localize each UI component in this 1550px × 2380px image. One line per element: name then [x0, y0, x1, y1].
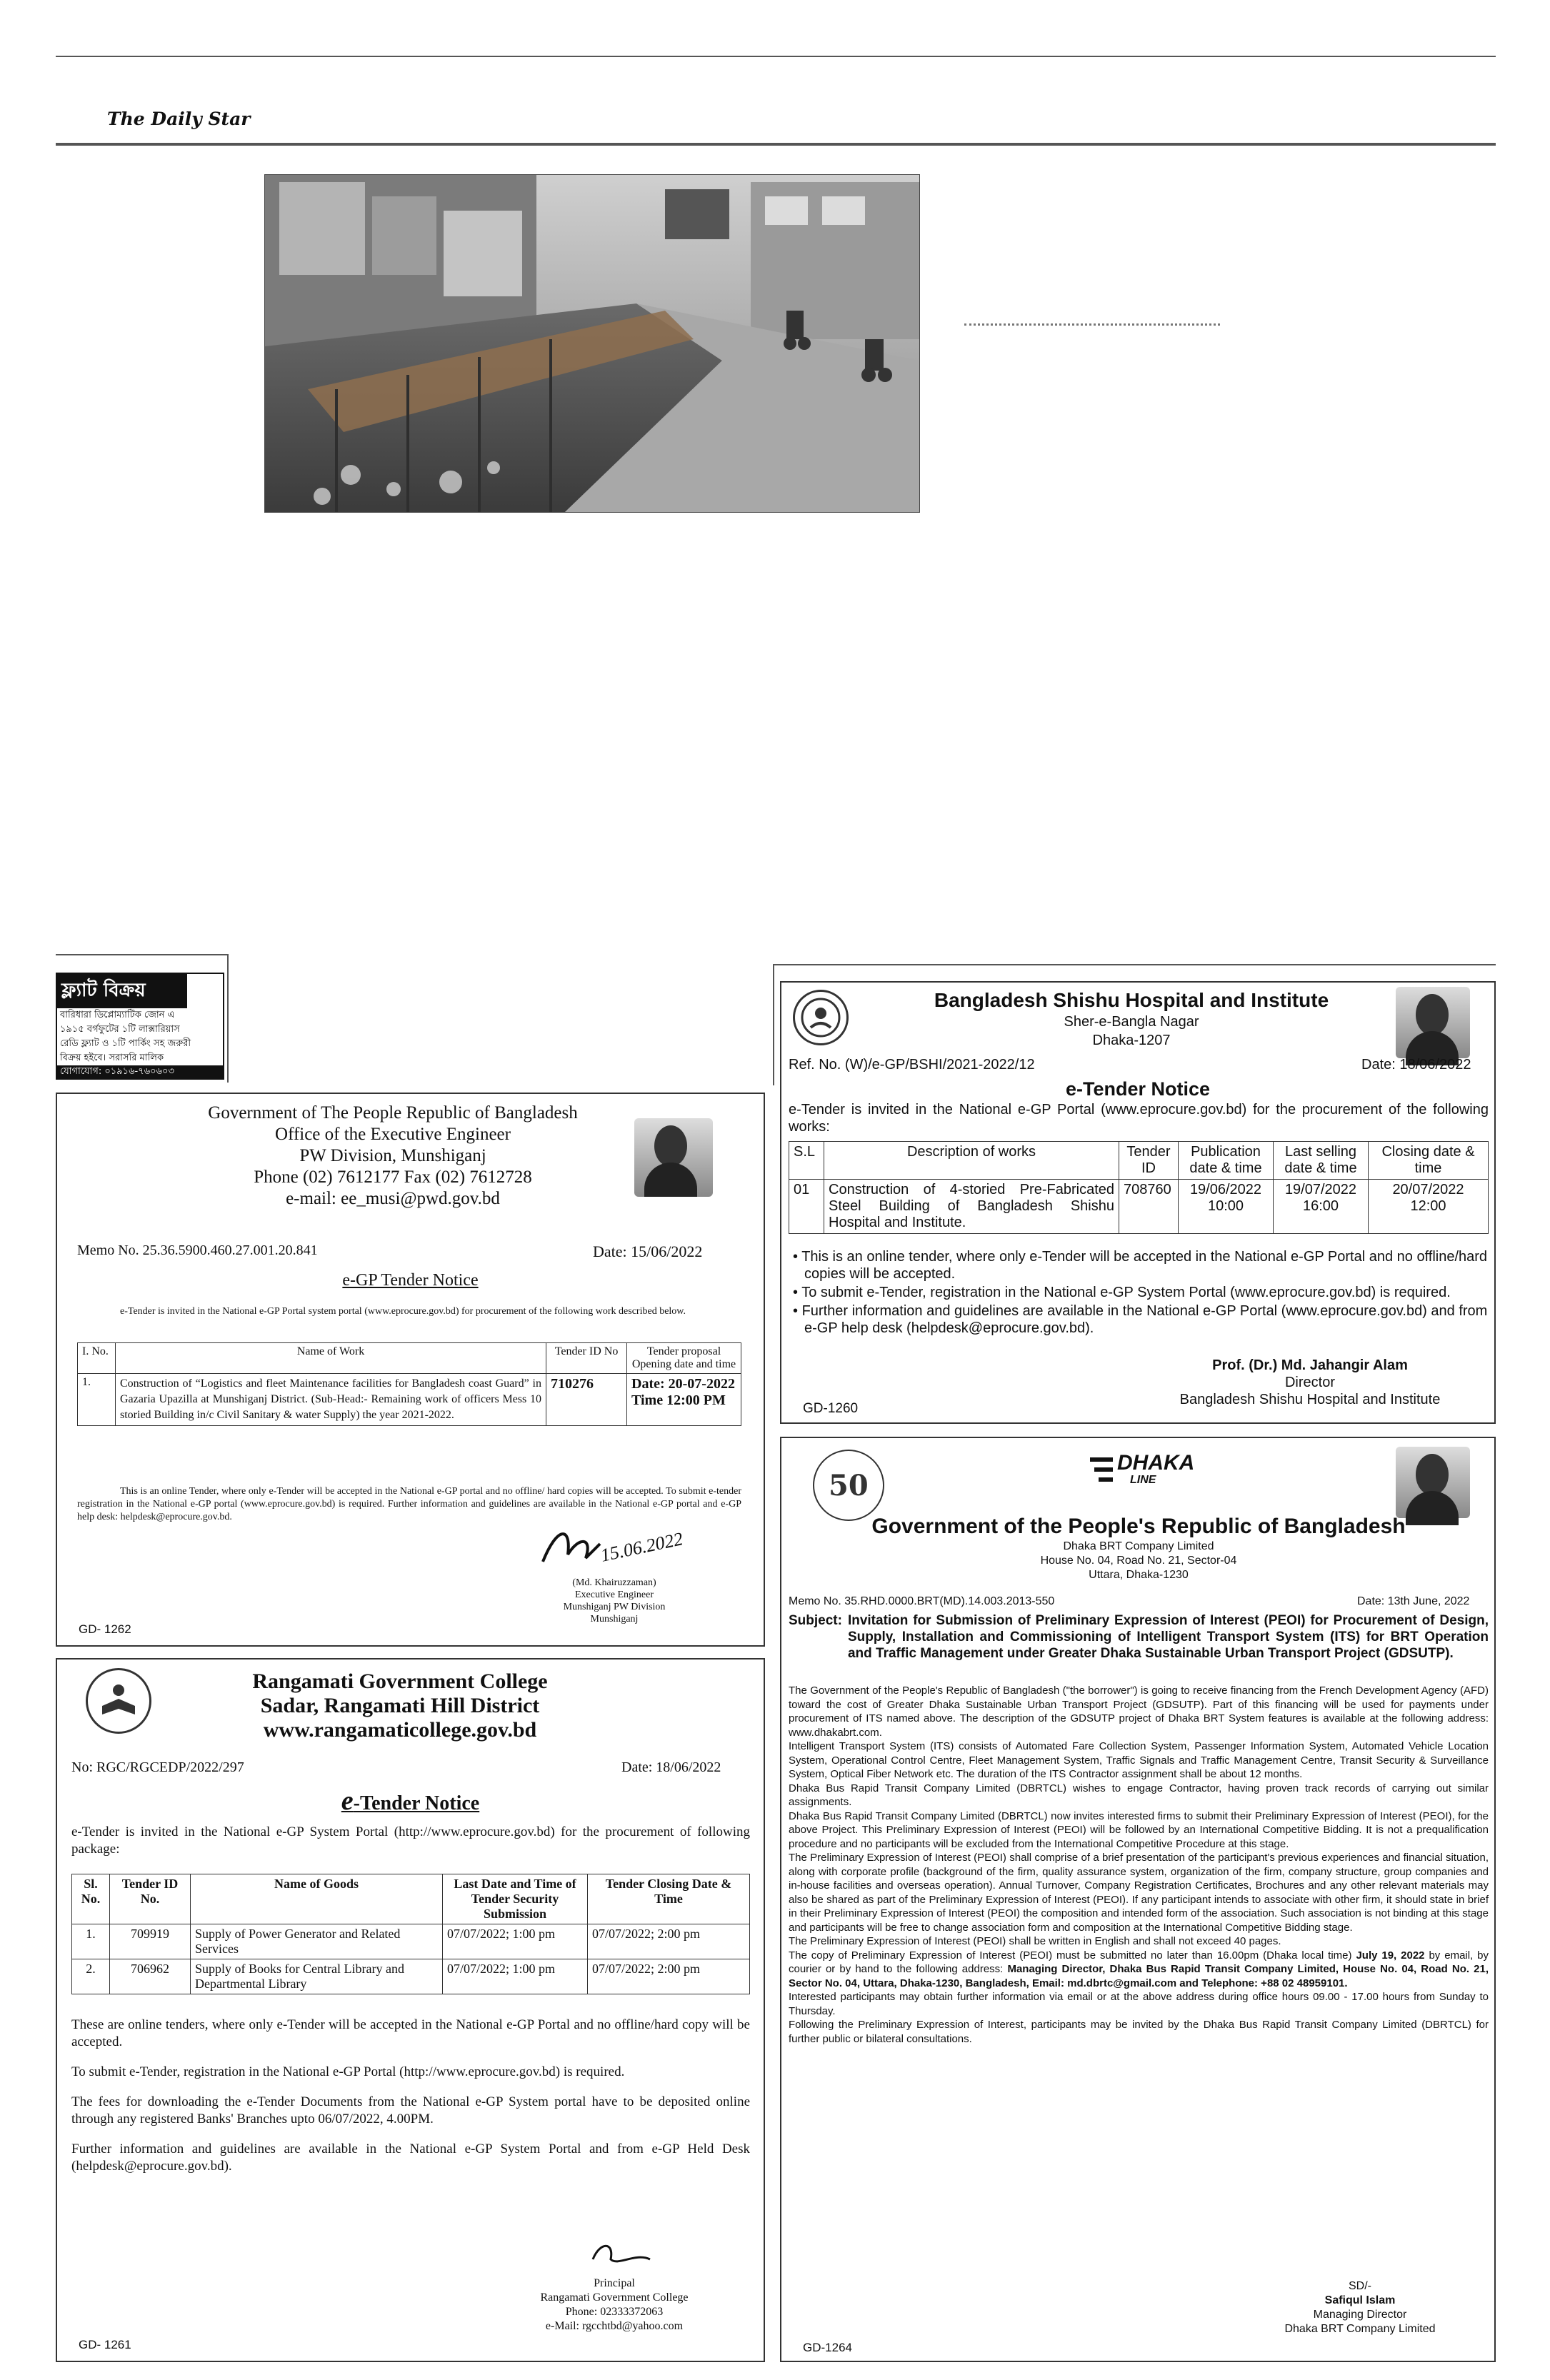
rgc-title-e: e	[341, 1786, 354, 1816]
row-tender-id: 709919	[110, 1924, 191, 1959]
bshi-address: Sher-e-Bangla Nagar	[1064, 1014, 1199, 1030]
sign-line: Safiqul Islam	[1324, 2294, 1396, 2306]
sign-line: Munshiganj	[590, 1614, 639, 1625]
sign-line: Dhaka BRT Company Limited	[1284, 2323, 1436, 2335]
brt-submission	[789, 1949, 1489, 1991]
dhaka-line-sub: LINE	[1130, 1474, 1156, 1486]
row-tender-id: 710276	[546, 1374, 627, 1426]
gd-number: GD- 1262	[79, 1622, 131, 1636]
divider-left-v	[227, 954, 229, 1083]
brt-paragraph: Following the Preliminary Expression of Interest, participants may be invited by the Dhaka Bus Rapid Transit Company Limited (DBRTCL) for further public or bilateral consultations.	[789, 2019, 1489, 2045]
row-last-date: 07/07/2022; 1:00 pm	[443, 1924, 588, 1959]
pwd-header-line: Government of The People Republic of Bangladesh	[208, 1103, 578, 1123]
signature-date: 15.06.2022	[599, 1528, 685, 1566]
flat-ad-line: রেডি ফ্ল্যাট ও ১টি পার্কিং সহ জরুরী	[60, 1038, 191, 1049]
bshi-tender-table	[789, 1141, 1489, 1234]
divider-right	[773, 964, 1496, 965]
signature-scribble	[586, 2238, 657, 2274]
pwd-tender-table	[77, 1342, 741, 1426]
rgc-paragraph: The fees for downloading the e-Tender Documents from the National e-GP System portal have to be deposited online through any registered Banks' Branches upto 06/07/2022, 4.00PM.	[71, 2094, 750, 2127]
submission-address: Managing Director, Dhaka Bus Rapid Transit Company Limited, House No. 04, Road No. 21, Sector No. 04, Uttara, Dhaka-1230, Bangladesh, Email: md.dbrtc@gmail.com and Telephone: +88 02 48959101.	[789, 1963, 1489, 1989]
bshi-date: Date: 18/06/2022	[1361, 1057, 1471, 1073]
submission-text: The copy of Preliminary Expression of Interest (PEOI) must be submitted no later than 16.00pm (Dhaka local time)	[789, 1949, 1352, 1962]
col-header: Tender proposal Opening date and time	[627, 1343, 741, 1374]
brt-paragraph: Interested participants may obtain further information via email or at the above address during office hours 09.00 - 17.00 hours from Sunday to Thursday.	[789, 1991, 1489, 2017]
rgc-header-line: Sadar, Rangamati Hill District	[260, 1694, 540, 1717]
rgc-tender-table	[71, 1874, 750, 1994]
sign-line: Phone: 02333372063	[565, 2306, 664, 2318]
subject-text: Invitation for Submission of Preliminary Expression of Interest (PEOI) for Procurement of Design, Supply, Installation and Commissioning of Intelligent Transport System (ITS) for BRT Operation and Traffic Management under Greater Dhaka Sustainable Urban Transport Project (GDSUTP).	[847, 1613, 1489, 1661]
portrait-emblem	[1396, 987, 1470, 1058]
pwd-date: Date: 15/06/2022	[593, 1242, 703, 1260]
news-photo	[264, 174, 920, 513]
rgc-paragraph: To submit e-Tender, registration in the National e-GP Portal (http://www.eprocure.gov.bd) is required.	[71, 2064, 625, 2079]
divider-left	[56, 954, 227, 955]
sign-line: Managing Director	[1313, 2309, 1407, 2321]
row-goods: Supply of Books for Central Library and Departmental Library	[191, 1959, 443, 1994]
submission-deadline: July 19, 2022	[1356, 1949, 1425, 1962]
sign-line: Rangamati Government College	[540, 2291, 689, 2304]
flat-ad-line: বিক্রয় হইবে। সরাসরি মালিক	[60, 1053, 164, 1063]
child-emblem-icon	[795, 992, 846, 1043]
row-no: 1.	[78, 1374, 116, 1426]
sign-line: Executive Engineer	[574, 1590, 654, 1600]
bullet-text: This is an online tender, where only e-Tender will be accepted in the National e-GP Portal and no offline/hard copies will be accepted.	[801, 1249, 1488, 1282]
col-header: Sl. No.	[72, 1874, 110, 1924]
bshi-ref: Ref. No. (W)/e-GP/BSHI/2021-2022/12	[789, 1057, 1035, 1073]
hospital-logo-icon	[793, 990, 849, 1045]
brt-subject	[789, 1612, 1489, 1662]
col-header: Closing date & time	[1369, 1142, 1489, 1180]
row-goods: Supply of Power Generator and Related Services	[191, 1924, 443, 1959]
rgc-header-line: Rangamati Government College	[252, 1669, 548, 1693]
college-logo-icon	[86, 1668, 151, 1734]
brt-gov-title: Government of the People's Republic of Bangladesh	[871, 1515, 1406, 1538]
brt-memo: Memo No. 35.RHD.0000.BRT(MD).14.003.2013-550	[789, 1595, 1055, 1607]
bshi-tender-notice	[780, 981, 1496, 1424]
brt-address: Dhaka BRT Company Limited	[1063, 1540, 1214, 1552]
col-header: I. No.	[78, 1343, 116, 1374]
brt-address: House No. 04, Road No. 21, Sector-04	[1040, 1555, 1237, 1567]
flat-ad-title: ফ্ল্যাট বিক্রয়	[57, 974, 187, 1008]
col-header: Description of works	[824, 1142, 1119, 1180]
row-closing-date: 07/07/2022; 2:00 pm	[588, 1924, 750, 1959]
sign-line: Munshiganj PW Division	[563, 1602, 666, 1612]
table-row	[78, 1374, 741, 1426]
flat-sale-ad	[56, 973, 224, 1080]
brt-date: Date: 13th June, 2022	[1357, 1595, 1470, 1607]
row-last-date: 07/07/2022; 1:00 pm	[443, 1959, 588, 1994]
canal-street-photo	[265, 175, 919, 512]
brt-address: Uttara, Dhaka-1230	[1089, 1569, 1189, 1581]
row-sl: 01	[789, 1180, 824, 1234]
table-row	[72, 1959, 750, 1994]
sign-line: Principal	[594, 2277, 635, 2289]
row-work: Construction of “Logistics and fleet Maintenance facilities for Bangladesh coast Guard” in Gazaria Upazilla at Munshiganj District. (Sub-Head:- Remaining work of officers Mess 10 storied Building in/c Civil Sanitary & water Supply) the year 2021-2022.	[116, 1374, 546, 1426]
subject-label: Subject:	[789, 1613, 842, 1628]
dotted-separator	[964, 323, 1220, 326]
bshi-name: Bangladesh Shishu Hospital and Institute	[934, 989, 1329, 1011]
bullet-text: Further information and guidelines are available in the National e-GP Portal (www.eprocure.gov.bd) and from e-GP help desk (helpdesk@eprocure.gov.bd).	[801, 1303, 1488, 1336]
col-header: Last Date and Time of Tender Security Submission	[443, 1874, 588, 1924]
pwd-memo: Memo No. 25.36.5900.460.27.001.20.841	[77, 1242, 318, 1258]
row-publication: 19/06/2022 10:00	[1179, 1180, 1274, 1234]
col-header: S.L	[789, 1142, 824, 1180]
row-closing-date: 07/07/2022; 2:00 pm	[588, 1959, 750, 1994]
row-closing: 20/07/2022 12:00	[1369, 1180, 1489, 1234]
svg-text:50: 50	[829, 1469, 869, 1502]
sign-line: Prof. (Dr.) Md. Jahangir Alam	[1212, 1357, 1408, 1373]
flat-ad-line: বারিধারা ডিপ্লোম্যাটিক জোন এ	[60, 1010, 175, 1020]
bshi-notice-title: e-Tender Notice	[1065, 1078, 1211, 1100]
gd-number: GD-1260	[803, 1401, 859, 1416]
row-sl: 1.	[72, 1924, 110, 1959]
dhaka-line-icon	[1087, 1452, 1116, 1488]
brt-paragraph: Dhaka Bus Rapid Transit Company Limited (DBRTCL) wishes to engage Contractor, having proven track records of carrying out similar assignments.	[789, 1782, 1489, 1808]
brt-paragraph: The Preliminary Expression of Interest (PEOI) shall comprise of a brief presentation of the participant's previous experiences and financial situation, along with corporate profile (background of the firm, quality assurance system, organization of the firm, company structure, group companies and in-house facilities and overseas operation). Annual Turnover, Company Registration Certificates, Brochures and any other relevant materials may also be shared as part of the Preliminary Expression of Interest (PEOI). If any participant intends to associate with other firm, it should state in brief in their Preliminary Expression of Interest (PEOI) the composition and intended form of the association. Such association is not binding at this stage and participants will be free to change association form and composition at the International Competitive Bidding stage.	[789, 1852, 1489, 1934]
col-header: Last selling date & time	[1274, 1142, 1369, 1180]
brt-peoi-notice	[780, 1437, 1496, 2362]
brt-paragraph: The Preliminary Expression of Interest (PEOI) shall be written in English and shall not exceed 40 pages.	[789, 1935, 1281, 1947]
col-header: Tender Closing Date & Time	[588, 1874, 750, 1924]
pwd-tender-notice	[56, 1093, 765, 1647]
pwd-header-line: Phone (02) 7612177 Fax (02) 7612728	[254, 1168, 532, 1187]
fifty-years-emblem-icon	[814, 1451, 883, 1520]
brt-paragraph: Dhaka Bus Rapid Transit Company Limited (DBRTCL) now invites interested firms to submit their Preliminary Expression of Interest (PEOI), for the above Project. This Preliminary Expression of Interest (PEOI) will be followed by an International Competitive Bidding. It is not a prequalification procedure and no participants will be excluded from the International Competitive Procedure at this stage.	[789, 1809, 1489, 1850]
dhaka-line-wordmark: DHAKA	[1117, 1451, 1195, 1475]
col-header: Tender ID	[1119, 1142, 1179, 1180]
sign-line: SD/-	[1349, 2280, 1371, 2292]
dhaka-line-logo	[1087, 1450, 1201, 1492]
rgc-intro: e-Tender is invited in the National e-GP System Portal (http://www.eprocure.gov.bd) for the procurement of following package:	[71, 1824, 750, 1857]
divider-mid	[773, 964, 774, 1085]
row-opening-time: Time 12:00 PM	[631, 1392, 726, 1408]
bullet-text: To submit e-Tender, registration in the National e-GP System Portal (www.eprocure.gov.bd) is required.	[801, 1285, 1451, 1300]
pwd-email: e-mail: ee_musi@pwd.gov.bd	[286, 1189, 500, 1208]
col-header: Name of Goods	[191, 1874, 443, 1924]
row-description: Construction of 4-storied Pre-Fabricated Steel Building of Bangladesh Shishu Hospital and Institute.	[824, 1180, 1119, 1234]
col-header: Tender ID No	[546, 1343, 627, 1374]
table-row	[72, 1924, 750, 1959]
rgc-website: www.rangamaticollege.gov.bd	[263, 1718, 537, 1742]
rgc-date: Date: 18/06/2022	[621, 1759, 721, 1775]
rgc-ref: No: RGC/RGCEDP/2022/297	[71, 1759, 244, 1775]
bshi-bullet: • Further information and guidelines are available in the National e-GP Portal (www.eprocure.gov.bd) and from e-GP help desk (helpdesk@eprocure.gov.bd).	[793, 1303, 1488, 1336]
col-header: Publication date & time	[1179, 1142, 1274, 1180]
pwd-notice-title: e-GP Tender Notice	[342, 1271, 479, 1290]
pwd-header-line: Office of the Executive Engineer	[275, 1125, 511, 1144]
sign-line: e-Mail: rgcchtbd@yahoo.com	[545, 2320, 684, 2332]
flat-ad-contact: যোগাযোগ: ০১৯১৬-৭৬০৬০৩	[57, 1065, 223, 1078]
row-opening-date: Date: 20-07-2022	[631, 1376, 735, 1392]
bshi-bullet: • This is an online tender, where only e-Tender will be accepted in the National e-GP Portal and no offline/hard copies will be accepted.	[793, 1249, 1488, 1282]
principal-signature	[586, 2238, 657, 2277]
masthead: The Daily Star	[107, 109, 251, 129]
sign-line: Director	[1284, 1375, 1335, 1390]
pwd-header-line: PW Division, Munshiganj	[299, 1146, 486, 1165]
bshi-bullet: • To submit e-Tender, registration in the National e-GP System Portal (www.eprocure.gov.bd) is required.	[793, 1285, 1451, 1300]
book-emblem-icon	[88, 1670, 149, 1732]
row-last-selling: 19/07/2022 16:00	[1274, 1180, 1369, 1234]
rgc-paragraph: These are online tenders, where only e-Tender will be accepted in the National e-GP Portal and no offline/hard copy will be accepted.	[71, 2017, 750, 2049]
sign-line: Bangladesh Shishu Hospital and Institute	[1179, 1392, 1441, 1407]
masthead-rule	[56, 143, 1496, 146]
gd-number: GD- 1261	[79, 2338, 131, 2351]
row-sl: 2.	[72, 1959, 110, 1994]
portrait-emblem	[1396, 1447, 1470, 1518]
row-tender-id: 708760	[1119, 1180, 1179, 1234]
table-row	[789, 1180, 1489, 1234]
anniversary-logo-icon	[813, 1450, 884, 1521]
pwd-intro: e-Tender is invited in the National e-GP Portal system portal (www.eprocure.gov.bd) for procurement of the following work described below.	[120, 1306, 686, 1317]
bshi-intro: e-Tender is invited in the National e-GP Portal (www.eprocure.gov.bd) for the procurement of the following works:	[789, 1102, 1489, 1135]
portrait-emblem	[634, 1118, 713, 1197]
flat-ad-line: ১৯১৫ বর্গফুটের ১টি লাক্সারিয়াস	[60, 1024, 180, 1035]
sign-line: (Md. Khairuzzaman)	[572, 1577, 656, 1588]
brt-paragraph: The Government of the People's Republic of Bangladesh ("the borrower") is going to receive financing from the French Development Agency (AFD) toward the cost of Greater Dhaka Sustainable Urban Transport Project (GDSUTP). Part of this financing will be used for payments under procurement of ITS named above. The description of the GDSUTP project of Dhaka BRT System features is available at the following address: www.dhakabrt.com.	[789, 1684, 1489, 1739]
submission-text: by email, by courier or by hand to the following address:	[789, 1949, 1489, 1975]
brt-paragraph: Intelligent Transport System (ITS) consists of Automated Fare Collection System, Passenger Information System, Automated Vehicle Location System, Operational Control Centre, Fleet Management System, Traffic Signals and Traffic Management Centre, Transit Security & Surveillance System, Optical Fiber Network etc. The duration of the ITS Contractor assignment shall be about 12 months.	[789, 1740, 1489, 1780]
rgc-notice-title: -Tender Notice	[353, 1792, 480, 1814]
bshi-address: Dhaka-1207	[1092, 1033, 1171, 1048]
top-rule	[56, 56, 1496, 57]
rgc-paragraph: Further information and guidelines are available in the National e-GP System Portal and from e-GP Held Desk (helpdesk@eprocure.gov.bd).	[71, 2142, 750, 2174]
row-tender-id: 706962	[110, 1959, 191, 1994]
rgc-tender-notice	[56, 1658, 765, 2362]
col-header: Name of Work	[116, 1343, 546, 1374]
gd-number: GD-1264	[803, 2341, 852, 2354]
pwd-note: This is an online Tender, where only e-Tender will be accepted in the National e-GP portal and no offline/ hard copies will be accepted. To submit e-tender registration in the National e-GP portal (www.eprocure.gov.bd) is required. Further information and guidelines are available in the National e-GP portal and e-GP help desk: helpdesk@eprocure.gov.bd.	[77, 1486, 741, 1522]
col-header: Tender ID No.	[110, 1874, 191, 1924]
